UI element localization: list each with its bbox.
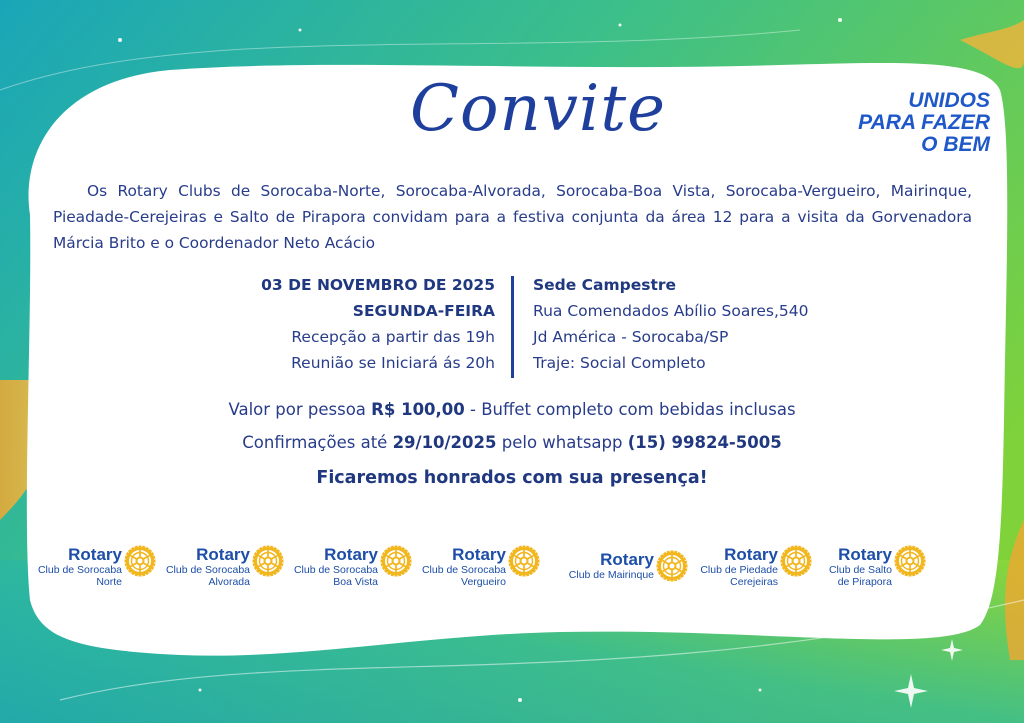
rotary-wheel-icon [508,545,540,577]
logo-line-1: Club de Salto [828,564,892,576]
logo-line-1: Club de Sorocaba [421,564,506,576]
logo-name: Rotary [324,545,378,564]
price-line [0,400,1024,419]
price-amount: R$ 100,00 [371,400,465,419]
rotary-logo-sorocaba-boa-vista [278,545,412,605]
rotary-wheel-icon [894,545,926,577]
slogan-line-3: O BEM [921,133,990,156]
logo-name: Rotary [838,545,892,564]
logo-name: Rotary [196,545,250,564]
logo-line-1: Club de Sorocaba [293,564,378,576]
venue-name: Sede Campestre [533,276,677,294]
rotary-wheel-icon [780,545,812,577]
column-divider [511,276,514,378]
logo-name: Rotary [600,550,654,569]
slogan-line-1: UNIDOS [908,89,990,112]
price-prefix: Valor por pessoa [228,400,366,419]
confirmation-line [0,433,1024,452]
event-reception: Recepção a partir das 19h [291,328,495,346]
venue-city: Jd América - Sorocaba/SP [533,328,729,346]
venue-address: Rua Comendados Abílio Soares,540 [533,302,809,320]
logo-line-2: Cerejeiras [730,575,778,588]
event-meeting: Reunião se Iniciará ás 20h [291,354,495,372]
slogan [790,90,990,156]
intro-paragraph: Os Rotary Clubs de Sorocaba-Norte, Sorocaba-Alvorada, Sorocaba-Boa Vista, Sorocaba-Vergueiro, Mairinque, Pieadade-Cerejeiras e Salto de Pirapora convidam para a festiva conjunta da área 12 para a visita da Gorvenadora Márcia Brito e o Coordenador Neto Acácio [53,182,972,252]
slogan-line-2: PARA FAZER [858,111,990,134]
invitation-title: Convite [410,72,666,146]
logo-name: Rotary [452,545,506,564]
venue-details [533,272,933,376]
logo-line-1: Club de Sorocaba [37,564,122,576]
logo-line-2: de Pirapora [837,575,892,588]
rotary-logo-piedade-cerejeiras [680,545,812,605]
logo-line-1: Club de Piedade [700,564,778,576]
price-suffix: - Buffet completo com bebidas inclusas [470,400,796,419]
rotary-logo-sorocaba-norte [24,545,156,605]
rotary-logo-salto-de-pirapora [812,545,926,605]
confirmation-date: 29/10/2025 [392,433,497,452]
closing-message: Ficaremos honrados com sua presença! [316,468,708,488]
event-details [200,272,495,376]
logo-name: Rotary [68,545,122,564]
rotary-logo-sorocaba-alvorada [150,545,284,605]
logo-line-2: Boa Vista [333,575,378,588]
event-date: 03 DE NOVEMBRO DE 2025 [261,276,495,294]
logo-line-2: Norte [96,575,122,588]
confirmation-middle: pelo whatsapp [501,433,623,452]
venue-dress-code: Traje: Social Completo [533,354,706,372]
rotary-logo-mairinque [552,550,688,610]
logo-line-1: Club de Mairinque [568,569,654,581]
confirmation-phone: (15) 99824-5005 [627,433,782,452]
logo-name: Rotary [724,545,778,564]
logo-line-2: Alvorada [208,575,250,588]
logo-line-2: Vergueiro [461,575,506,588]
rotary-logo-sorocaba-vergueiro [404,545,540,605]
confirmation-prefix: Confirmações até [242,433,388,452]
event-weekday: SEGUNDA-FEIRA [352,302,495,320]
logo-line-1: Club de Sorocaba [165,564,250,576]
